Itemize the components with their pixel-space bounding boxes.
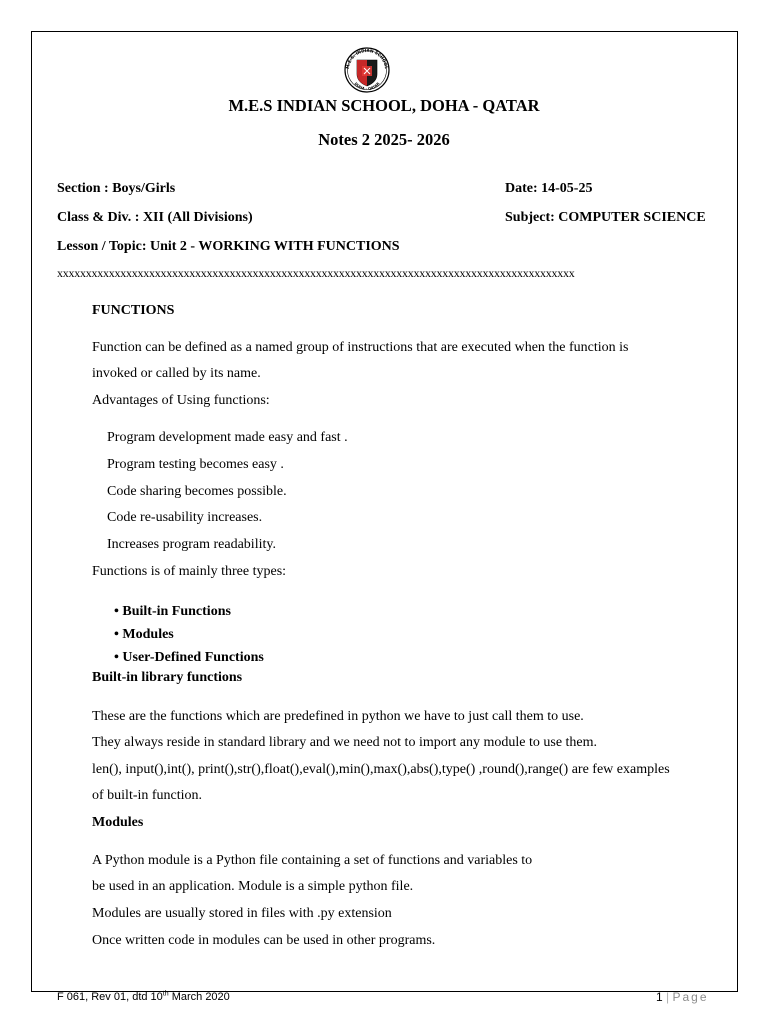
advantage-item: Program testing becomes easy .: [107, 457, 284, 472]
builtin-line-4: of built-in function.: [92, 788, 203, 803]
school-logo: [339, 46, 395, 94]
modules-line-4: Once written code in modules can be used in other programs.: [92, 933, 436, 948]
functions-heading: FUNCTIONS: [92, 303, 175, 318]
builtin-line-3: len(), input(),int(), print(),str(),float(),eval(),min(),max(),abs(),type() ,round(),range() are few examples: [92, 762, 670, 777]
svg-text:DOHA - QATAR: DOHA - QATAR: [353, 81, 381, 92]
lesson-field: Lesson / Topic: Unit 2 - WORKING WITH FUNCTIONS: [57, 239, 400, 254]
modules-line-3: Modules are usually stored in files with .py extension: [92, 906, 392, 921]
type-item: • Modules: [114, 627, 174, 642]
definition-line-1: Function can be defined as a named group of instructions that are executed when the function is: [92, 340, 629, 355]
svg-text:M.E.S. INDIAN SCHOOL: M.E.S. INDIAN SCHOOL: [344, 47, 389, 70]
notes-title: Notes 2 2025- 2026: [318, 130, 450, 149]
advantage-item: Program development made easy and fast .: [107, 430, 348, 445]
subject-field: Subject: COMPUTER SCIENCE: [505, 210, 706, 225]
section-field: Section : Boys/Girls: [57, 181, 176, 196]
school-emblem-icon: [339, 46, 395, 94]
builtin-line-2: They always reside in standard library and we need not to import any module to use them.: [92, 735, 598, 750]
type-item: • User-Defined Functions: [114, 650, 264, 665]
builtin-line-1: These are the functions which are predefined in python we have to just call them to use.: [92, 709, 584, 724]
advantage-item: Increases program readability.: [107, 537, 276, 552]
type-item: • Built-in Functions: [114, 604, 231, 619]
types-intro: Functions is of mainly three types:: [92, 564, 287, 579]
school-name: M.E.S INDIAN SCHOOL, DOHA - QATAR: [228, 96, 540, 115]
page-number: 1 | Page: [656, 990, 709, 1004]
advantage-item: Code re-usability increases.: [107, 510, 263, 525]
modules-heading: Modules: [92, 815, 144, 830]
class-div-field: Class & Div. : XII (All Divisions): [57, 210, 253, 225]
builtin-heading: Built-in library functions: [92, 670, 243, 685]
separator-line: xxxxxxxxxxxxxxxxxxxxxxxxxxxxxxxxxxxxxxxxxxxxxxxxxxxxxxxxxxxxxxxxxxxxxxxxxxxxxxxxxxxxxxxxxx: [57, 266, 575, 280]
modules-line-1: A Python module is a Python file containing a set of functions and variables to: [92, 853, 533, 868]
advantages-heading: Advantages of Using functions:: [92, 393, 270, 408]
date-field: Date: 14-05-25: [505, 181, 593, 196]
form-reference: F 061, Rev 01, dtd 10th March 2020: [57, 990, 230, 1003]
modules-line-2: be used in an application. Module is a simple python file.: [92, 879, 414, 894]
advantage-item: Code sharing becomes possible.: [107, 484, 287, 499]
definition-line-2: invoked or called by its name.: [92, 366, 261, 381]
